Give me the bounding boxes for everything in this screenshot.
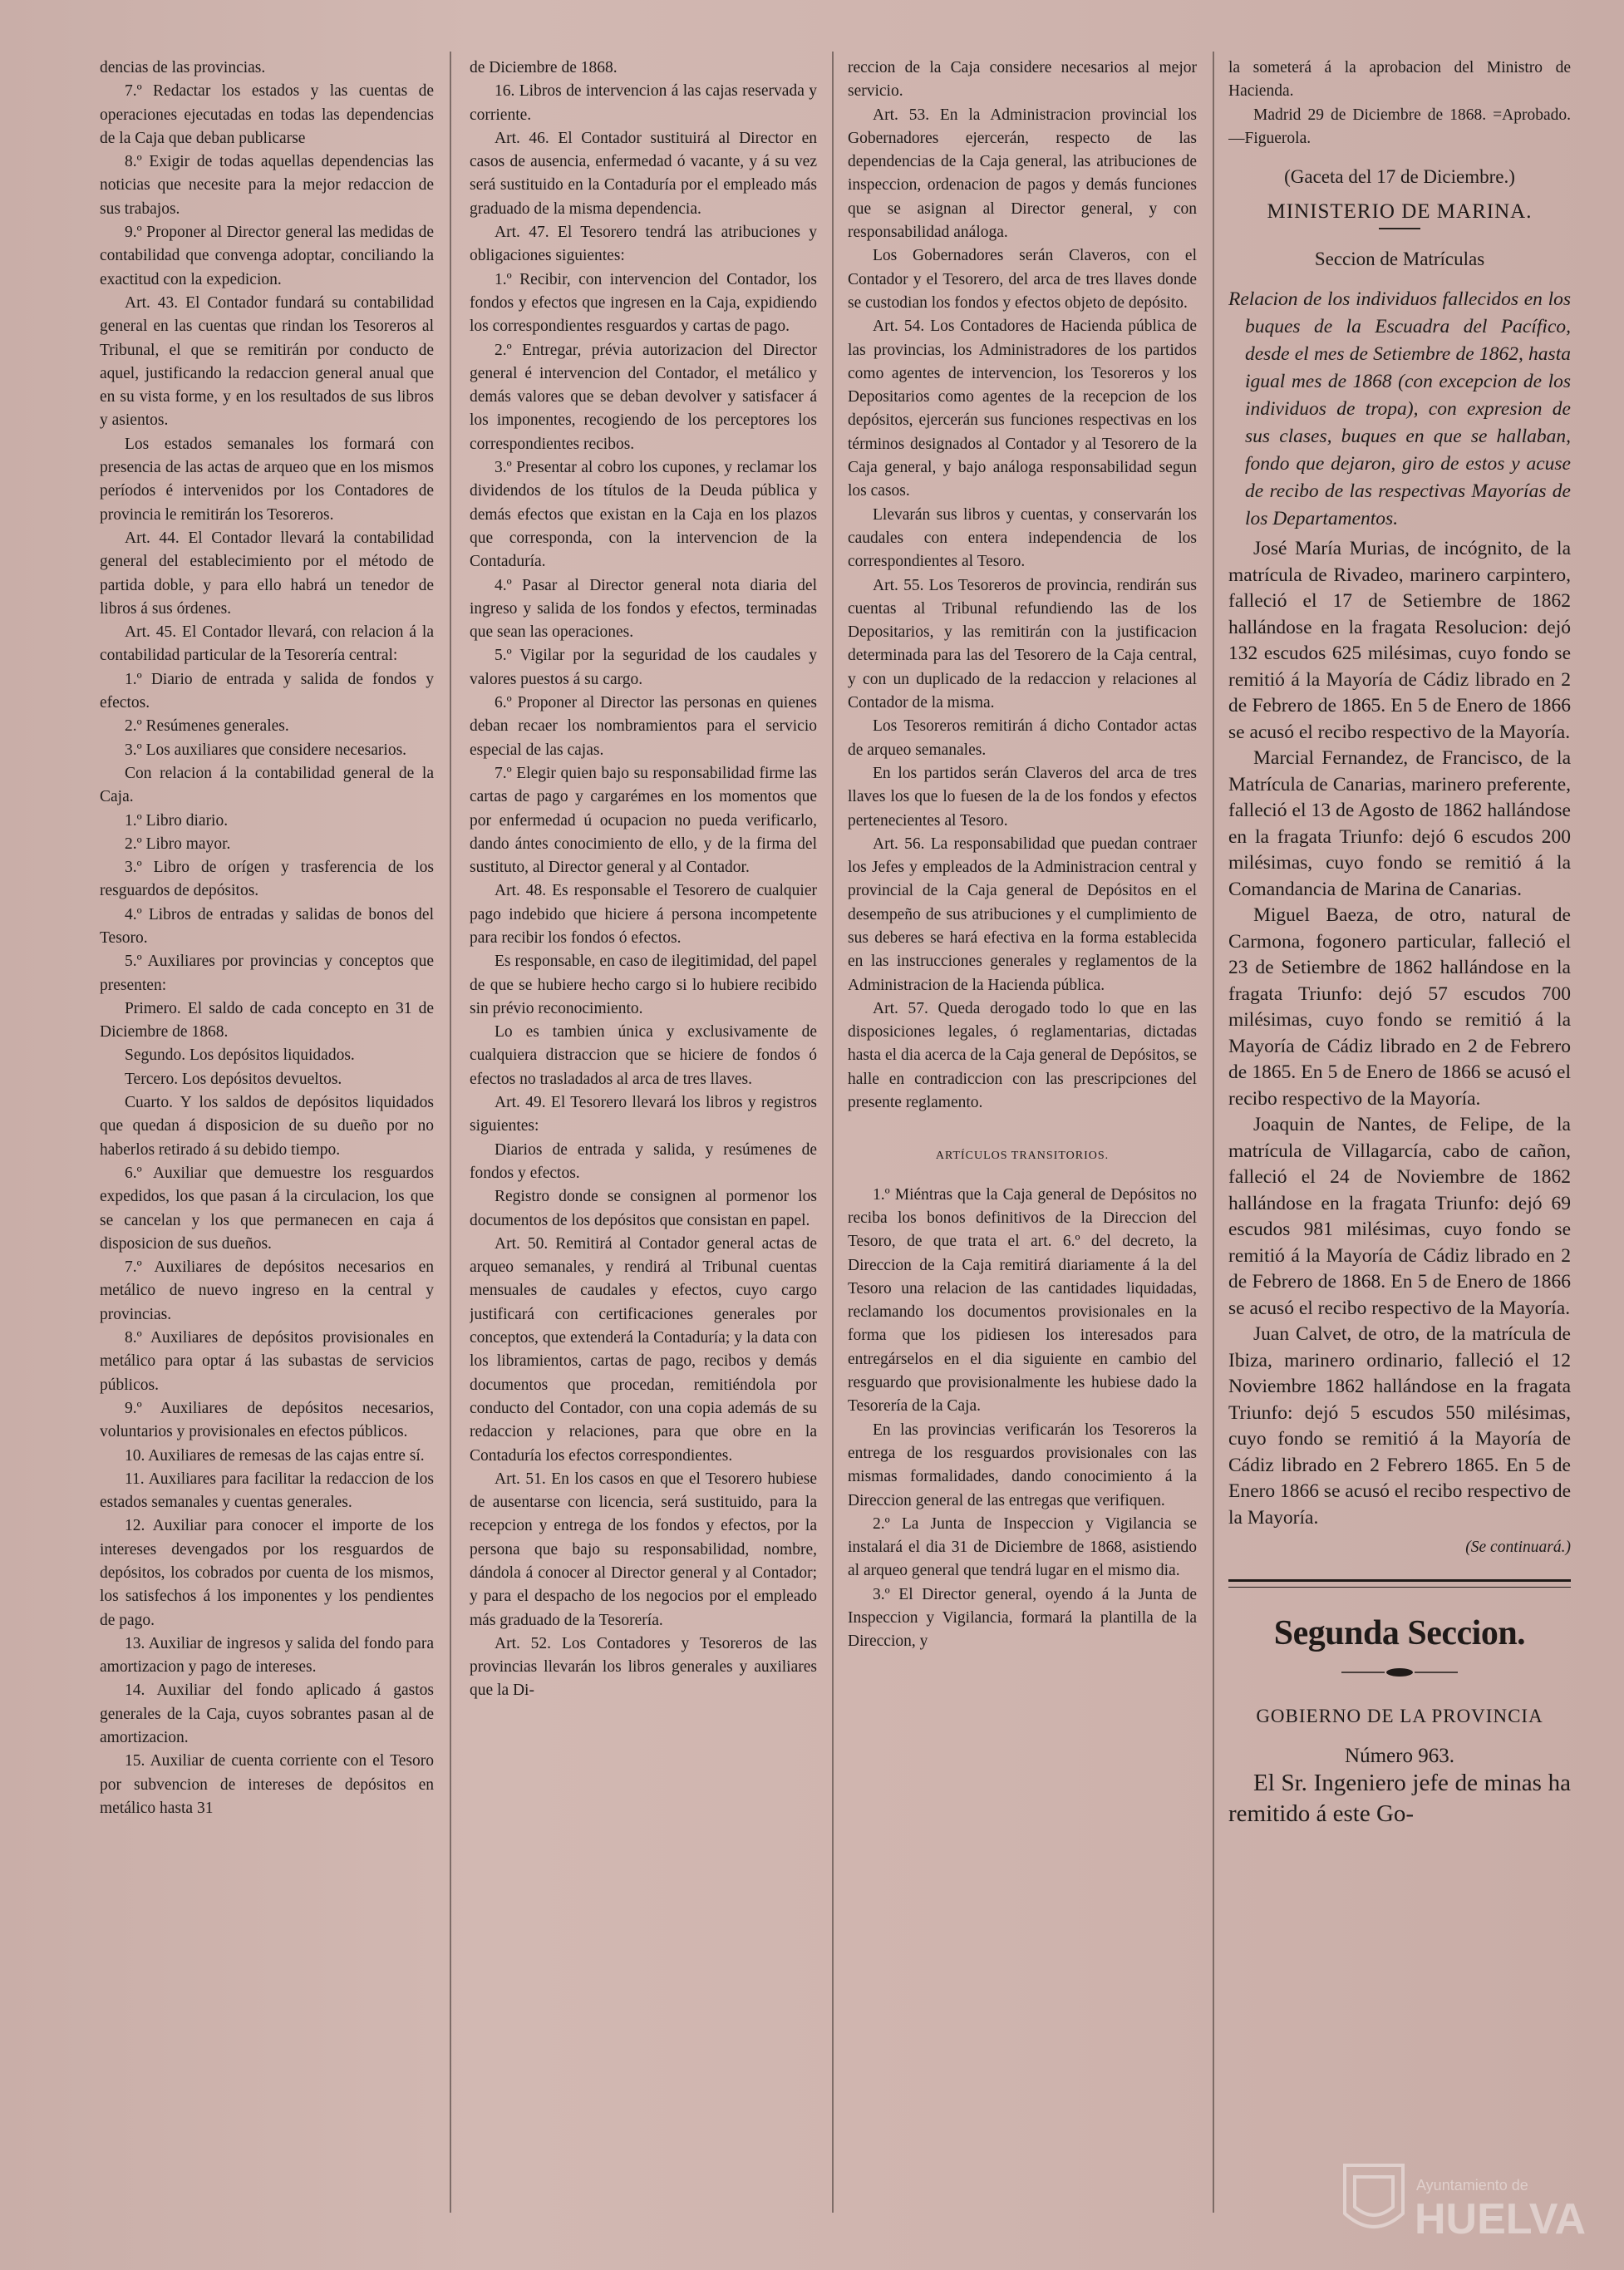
paragraph: dencias de las provincias.: [100, 59, 266, 76]
section-separator: [1228, 1579, 1571, 1588]
paragraph: En las provincias verificarán los Tesoreros la entrega de los resguardos provisionales con las mismas formalidades, dando conocimiento á la Direccion general de las entregas que verifiquen.: [848, 1421, 1197, 1509]
paragraph: Art. 45. El Contador llevará, con relacion á la contabilidad particular de la Tesorería central:: [100, 623, 434, 665]
paragraph: 13. Auxiliar de ingresos y salida del fondo para amortizacion y pago de intereses.: [100, 1634, 434, 1677]
paragraph: 7.º Redactar los estados y las cuentas de operaciones ejecutadas en todas las dependencias de la Caja que deban publicarse: [100, 82, 434, 147]
paragraph: Diarios de entrada y salida, y resúmenes de fondos y efectos.: [470, 1140, 817, 1182]
paragraph: Con relacion á la contabilidad general de la Caja.: [100, 764, 434, 806]
paragraph: 2.º La Junta de Inspeccion y Vigilancia se instalará el dia 31 de Diciembre de 1868, asistiendo al arqueo general que tendrá lugar en el mismo dia.: [848, 1514, 1197, 1580]
paragraph: Art. 54. Los Contadores de Hacienda pública de las provincias, los Administradores de los partidos como agentes de intervencion, los Tesoreros y los Depositarios como agentes de la recepcion de los depósitos, ejercerán sus funciones respectivas en los términos designados al Contador y al Tesorero de la Caja general, y bajo análoga responsabilidad segun los casos.: [848, 318, 1197, 500]
paragraph: 2.º Resúmenes generales.: [125, 717, 289, 736]
paragraph: Art. 56. La responsabilidad que puedan contraer los Jefes y empleados de la Administracion central y provincial de la Caja general de Depósitos en el desempeño de sus atribuciones y el cumplimiento de sus deberes se hará efectiva en la forma establecida en las instrucciones generales y reglamentos de la Administracion de la Hacienda pública.: [848, 835, 1197, 994]
paragraph: 1.º Diario de entrada y salida de fondos y efectos.: [100, 670, 434, 712]
paragraph: 4.º Libros de entradas y salidas de bonos del Tesoro.: [100, 905, 434, 947]
svg-text:HUELVA: HUELVA: [1415, 2195, 1587, 2243]
ingeniero-text: El Sr. Ingeniero jefe de minas ha remitido á este Go-: [1228, 1770, 1571, 1828]
paragraph: 6.º Auxiliar que demuestre los resguardos expedidos, los que pasan á la circulacion, los que se cancelan y los que permanecen en caja á disposicion de sus dueños.: [100, 1164, 434, 1253]
column-2: [470, 57, 817, 2251]
paragraph: Art. 46. El Contador sustituirá al Director en casos de ausencia, enfermedad ó vacante, y á su vez será sustituido en la Contaduría por el empleado más graduado de la misma dependencia.: [470, 129, 817, 218]
relation-heading: Relacion de los individuos fallecidos en los buques de la Escuadra del Pacífico, desde el mes de Setiembre de 1862, hasta igual mes de 1868 (con excepcion de los individuos de tropa), con expresion de sus clases, buques en que se hallaban, fondo que dejaron, giro de estos y acuse de recibo de las respectivas Mayorías de los Departamentos.: [1228, 288, 1571, 530]
paragraph: Art. 43. El Contador fundará su contabilidad general en las cuentas que rindan los Tesoreros al Tribunal, el que se remitirán por conducto de aquel, justificando la redaccion general anual que en su vista forme, y en los resultados de sus libros y asientos.: [100, 293, 434, 430]
paragraph: Art. 44. El Contador llevará la contabilidad general del establecimiento por el método de partida doble, y para ello habrá un tenedor de libros á sus órdenes.: [100, 529, 434, 618]
deceased-entry: Miguel Baeza, de otro, natural de Carmona, fogonero particular, falleció el 23 de Setiembre de 1862 hallándose en la fragata Triunfo: dejó 57 escudos 700 milésimas, cuyo fondo se remitió á la Mayoría de Cádiz librado en 2 de Febrero de 1865. En 5 de Enero de 1866 se acusó el recibo respectivo de la Mayoría.: [1228, 904, 1571, 1110]
paragraph: de Diciembre de 1868.: [470, 59, 618, 76]
paragraph: Los Gobernadores serán Claveros, con el Contador y el Tesorero, del arca de tres llaves donde se custodian los fondos y efectos objeto de depósito.: [848, 247, 1197, 312]
paragraph: 8.º Auxiliares de depósitos provisionales en metálico para optar á las subastas de servicios públicos.: [100, 1329, 434, 1394]
paragraph: Los estados semanales los formará con presencia de las actas de arqueo que en los mismos períodos é intervenidos por los Contadores de provincia le remitirán los Tesoreros.: [100, 435, 434, 524]
paragraph: 7.º Elegir quien bajo su responsabilidad firme las cartas de pago y cargarémes en los momentos que por enfermedad ú ocupacion no pueda verificarlo, dando ántes conocimiento de ello, y de la firma del sustituto, al Director general y al Contador.: [470, 764, 817, 877]
column-4: [1228, 57, 1571, 2251]
to-be-continued: (Se continuará.): [1465, 1539, 1571, 1557]
paragraph: Art. 50. Remitirá al Contador general actas de arqueo semanales, y rendirá al Tribunal cuentas mensuales de caudales y efectos, cuyo cargo justificará con certificaciones generales por conceptos, que extenderá la Contaduría; y la data con los libramientos, cartas de pago, recibos y demás documentos que procedan, remitiéndola por conducto del Contador, con una copia además de su redaccion y relaciones, para que obre en la Contaduría los efectos correspondientes.: [470, 1234, 817, 1465]
paragraph: 2.º Entregar, prévia autorizacion del Director general é intervencion del Contador, el metálico y demás valores que se deban devolver y satisfacer á los imponentes, recogiendo de los perceptores los correspondientes recibos.: [470, 341, 817, 453]
gobierno-heading: GOBIERNO DE LA PROVINCIA: [1256, 1705, 1543, 1726]
paragraph: Art. 49. El Tesorero llevará los libros y registros siguientes:: [470, 1094, 817, 1135]
deceased-entries: [1228, 536, 1571, 1531]
paragraph: Lo es tambien única y exclusivamente de cualquiera distraccion que se hiciere de fondos ó efectos no trasladados al arca de tres llaves.: [470, 1023, 817, 1088]
deceased-entry: José María Murias, de incógnito, de la matrícula de Rivadeo, marinero carpintero, falleció el 17 de Setiembre de 1862 hallándose en la fragata Resolucion: dejó 132 escudos 625 milésimas, cuyo fondo se remitió á la Mayoría de Cádiz librado en 2 de Febrero de 1865. En 5 de Enero de 1866 se acusó el recibo respectivo de la Mayoría.: [1228, 538, 1571, 743]
paragraph: 1.º Recibir, con intervencion del Contador, los fondos y efectos que ingresen en la Caja, expidiendo los correspondientes resguardos y cartas de pago.: [470, 270, 817, 336]
paragraph: 3.º Libro de orígen y trasferencia de los resguardos de depósitos.: [100, 859, 434, 900]
paragraph: Art. 52. Los Contadores y Tesoreros de las provincias llevarán los libros generales y auxiliares que la Di-: [470, 1634, 817, 1700]
section-heading-transitorios: ARTÍCULOS TRANSITORIOS.: [935, 1150, 1110, 1163]
paragraph: Art. 55. Los Tesoreros de provincia, rendirán sus cuentas al Tribunal refundiendo las de los Depositarios, y las remitirán con la justificacion determinada para las del Tesorero de la Caja central, y con un duplicado de la redaccion y relaciones al Contador de la misma.: [848, 576, 1197, 712]
paragraph: Segundo. Los depósitos liquidados.: [125, 1046, 355, 1065]
deceased-entry: Juan Calvet, de otro, de la matrícula de Ibiza, marinero ordinario, falleció el 12 Noviembre 1862 hallándose en la fragata Triunfo: dejó 5 escudos 550 milésimas, cuyo fondo se remitió á la Mayoría de Cádiz librado en 2 Febrero 1865. En 5 de Enero 1866 se acusó el recibo respectivo de la Mayoría.: [1228, 1323, 1571, 1529]
svg-text:Ayuntamiento de: Ayuntamiento de: [1416, 2177, 1528, 2194]
paragraph: 10. Auxiliares de remesas de las cajas entre sí.: [125, 1446, 425, 1465]
ornament-rule: [1228, 1662, 1571, 1686]
paragraph: 2.º Libro mayor.: [125, 835, 231, 853]
paragraph: 6.º Proponer al Director las personas en quienes deban recaer los nombramientos para el servicio especial de las cajas.: [470, 694, 817, 759]
deceased-entry: Marcial Fernandez, de Francisco, de la Matrícula de Canarias, marinero preferente, falleció el 13 de Agosto de 1862 hallándose en la fragata Triunfo: dejó 6 escudos 200 milésimas, cuyo fondo se remitió á la Comandancia de Marina de Canarias.: [1228, 747, 1571, 900]
paragraph: 1.º Miéntras que la Caja general de Depósitos no reciba los bonos definitivos de la Direccion del Tesoro, de que trata el art. 6.º del decreto, la Direccion de la Caja remitirá diariamente á la del Tesoro una relacion de las cantidades liquidadas, reclamando los documentos provisionales en la forma que los pidiesen los interesados para entregárselos en el dia siguiente en cambio del resguardo que provisionalmente les hubiese dado la Tesorería de la Caja.: [848, 1185, 1197, 1416]
paragraph: Art. 51. En los casos en que el Tesorero hubiese de ausentarse con licencia, será sustituido, para la recepcion y entrega de los fondos y efectos, por la persona que bajo su responsabilidad, nombre, dándola á conocer al Director general y al Contador; y para el despacho de los negocios por el empleado más graduado de la Tesorería.: [470, 1470, 817, 1629]
paragraph: Es responsable, en caso de ilegitimidad, del papel de que se hubiere hecho cargo si lo hubiere recibido sin prévio reconocimiento.: [470, 953, 817, 1017]
paragraph: Primero. El saldo de cada concepto en 31 de Diciembre de 1868.: [100, 999, 434, 1041]
segunda-seccion-title: Segunda Seccion.: [1273, 1614, 1526, 1653]
paragraph: Art. 48. Es responsable el Tesorero de cualquier pago indebido que hiciere á persona incompetente para recibir los fondos ó efectos.: [470, 882, 817, 947]
column-rule: [1213, 52, 1214, 2213]
column-rule: [450, 52, 451, 2213]
paragraph: 5.º Auxiliares por provincias y conceptos que presenten:: [100, 953, 434, 994]
paragraph: 3.º El Director general, oyendo á la Junta de Inspeccion y Vigilancia, formará la plantilla de la Direccion, y: [848, 1585, 1197, 1651]
column-1: [100, 57, 434, 2251]
document-number: Número 963.: [1345, 1744, 1454, 1767]
paragraph: 16. Libros de intervencion á las cajas reservada y corriente.: [470, 82, 817, 124]
paragraph: 9.º Proponer al Director general las medidas de contabilidad que convenga adoptar, conciliando la exactitud con la expedicion.: [100, 224, 434, 288]
paragraph: Art. 57. Queda derogado todo lo que en las disposiciones legales, ó reglamentarias, dictadas hasta el dia acerca de la Caja general de Depósitos, se halle en contradiccion con las prescripciones del presente reglamento.: [848, 999, 1197, 1112]
paragraph: Tercero. Los depósitos devueltos.: [125, 1070, 342, 1088]
column-3: [848, 57, 1197, 2251]
paragraph: 12. Auxiliar para conocer el importe de los intereses devengados por los resguardos de depósitos, los cobrados por cuenta de los mismos, los satisfechos á los imponentes y los pendientes de pago.: [100, 1517, 434, 1629]
paragraph: 7.º Auxiliares de depósitos necesarios en metálico de nuevo ingreso en la central y provincias.: [100, 1258, 434, 1323]
paragraph: 4.º Pasar al Director general nota diaria del ingreso y salida de los fondos y efectos, terminadas que sean las operaciones.: [470, 576, 817, 642]
approval-text: la someterá á la aprobacion del Ministro de Hacienda.: [1228, 59, 1571, 101]
paragraph: Los Tesoreros remitirán á dicho Contador actas de arqueo semanales.: [848, 717, 1197, 759]
column-rule: [832, 52, 834, 2213]
paragraph: Art. 53. En la Administracion provincial los Gobernadores ejercerán, respecto de las dependencias de la Caja general, las atribuciones de inspeccion, ordenacion de pagos y demás funciones que se asignan al Director general, y con responsabilidad análoga.: [848, 106, 1197, 242]
paragraph: Cuarto. Y los saldos de depósitos liquidados que quedan á disposicion de su dueño por no haberlos retirado á su debido tiempo.: [100, 1094, 434, 1159]
ayuntamiento-watermark: [1336, 2157, 1602, 2247]
paragraph: 15. Auxiliar de cuenta corriente con el Tesoro por subvencion de intereses de depósitos en metálico hasta 31: [100, 1752, 434, 1817]
paragraph: 9.º Auxiliares de depósitos necesarios, voluntarios y provisionales en efectos públicos.: [100, 1399, 434, 1441]
paragraph: 11. Auxiliares para facilitar la redaccion de los estados semanales y cuentas generales.: [100, 1470, 434, 1512]
paragraph: 5.º Vigilar por la seguridad de los caudales y valores puestos á su cargo.: [470, 647, 817, 688]
paragraph: reccion de la Caja considere necesarios al mejor servicio.: [848, 59, 1197, 101]
section-heading: Seccion de Matrículas: [1314, 248, 1485, 269]
paragraph: 14. Auxiliar del fondo aplicado á gastos generales de la Caja, cuyos sobrantes pasan al de amortizacion.: [100, 1682, 434, 1747]
paragraph: En los partidos serán Claveros del arca de tres llaves los que lo fuesen de la de los fondos y efectos pertenecientes al Tesoro.: [848, 764, 1197, 830]
paragraph: 3.º Presentar al cobro los cupones, y reclamar los dividendos de los títulos de la Deuda pública y demás efectos que existan en la Caja en los plazos que corresponda, con la intervencion de la Contaduría.: [470, 459, 817, 571]
gazette-date: (Gaceta del 17 de Diciembre.): [1284, 166, 1515, 188]
paragraph: Llevarán sus libros y cuentas, y conservarán los caudales con entera independencia de los correspondientes al Tesoro.: [848, 505, 1197, 571]
paragraph: Registro donde se consignen al pormenor los documentos de los depósitos que consistan en papel.: [470, 1188, 817, 1229]
signature-line: Madrid 29 de Diciembre de 1868. =Aprobado.—Figuerola.: [1228, 106, 1571, 147]
paragraph: Art. 47. El Tesorero tendrá las atribuciones y obligaciones siguientes:: [470, 224, 817, 265]
deceased-entry: Joaquin de Nantes, de Felipe, de la matrícula de Villagarcía, cabo de cañon, falleció el 24 de Noviembre de 1862 hallándose en la fragata Triunfo: dejó 69 escudos 981 milésimas, cuyo fondo se remitió á la Mayoría de Cádiz librado en 2 de Febrero de 1868. En 5 de Enero de 1866 se acusó el recibo respectivo de la Mayoría.: [1228, 1114, 1571, 1319]
paragraph: 8.º Exigir de todas aquellas dependencias las noticias que necesite para la mejor redaccion de sus trabajos.: [100, 153, 434, 218]
ministry-heading: MINISTERIO DE MARINA.: [1267, 200, 1533, 224]
paragraph: 1.º Libro diario.: [125, 811, 229, 830]
heading-dash: [1379, 228, 1420, 229]
paragraph: 3.º Los auxiliares que considere necesarios.: [125, 741, 407, 759]
